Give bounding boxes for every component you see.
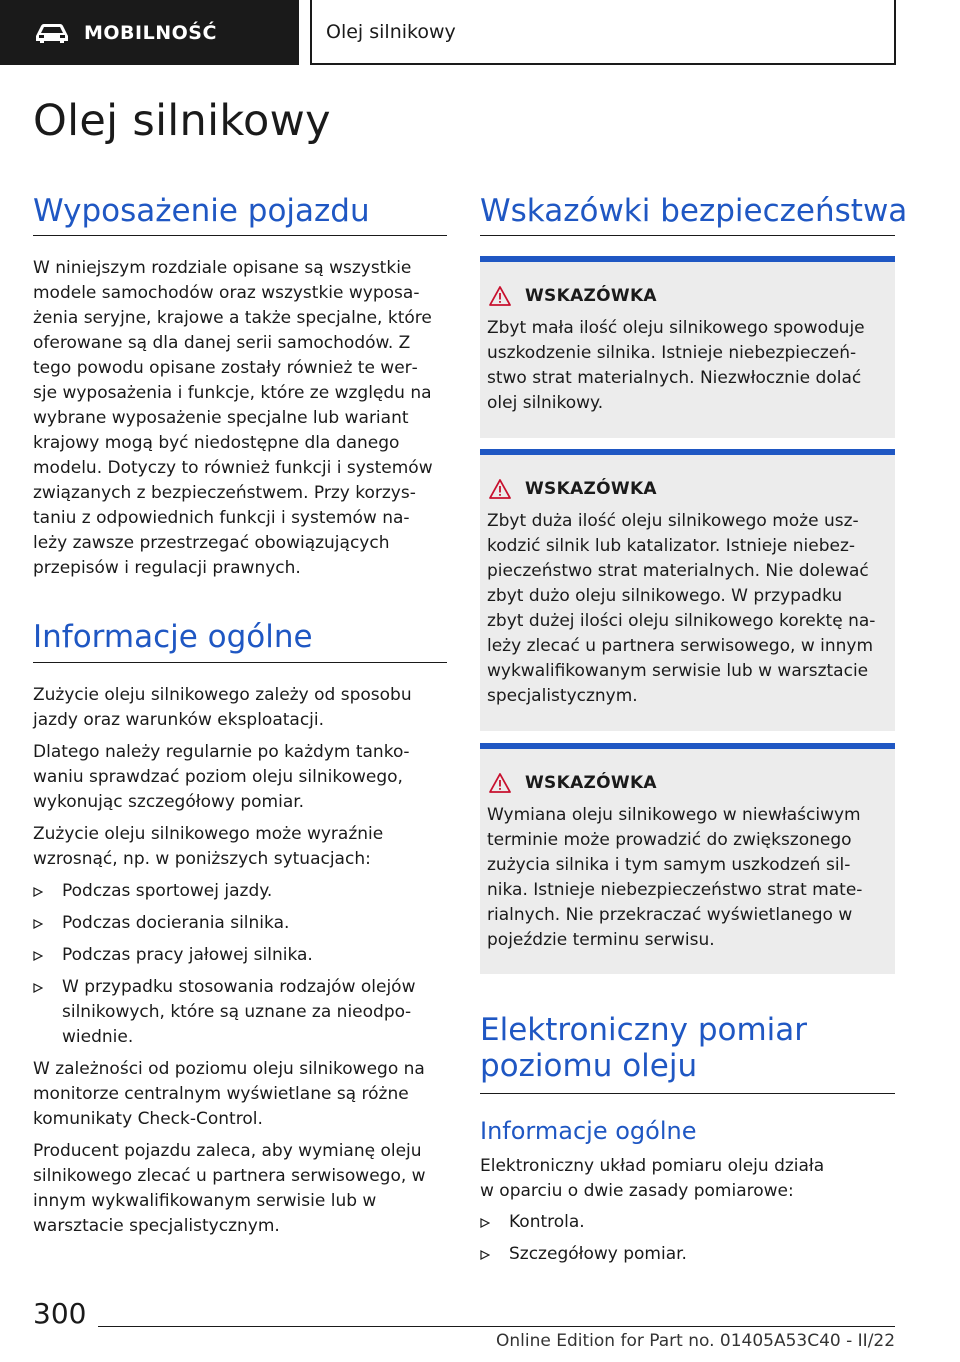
car-icon — [34, 22, 70, 44]
equipment-paragraph: W niniejszym rozdziale opisane są wszystkie modele samochodów oraz wszystkie wyposa‐ żenia seryjne, krajowe a także specjalne, które oferowane są dla danej serii samochodów. Z tego powodu opisane zostały również te wer‐ sje wyposażenia i funkcje, które ze względu na wybrane wyposażenie specjalne lub wariant krajowy mogą być niedostępne dla danego modelu. Dotyczy to również funkcji i systemów związanych z bezpieczeństwem. Przy korzys‐ taniu z odpowiednich funkcji i systemów na‐ leży zawsze przestrzegać obowiązujących przepisów i regulacji prawnych. — [33, 258, 433, 578]
warning-box — [480, 256, 895, 438]
warning-label: WSKAZÓWKA — [525, 479, 657, 499]
warning-triangle-icon — [489, 286, 511, 306]
heading-safety-rule — [480, 235, 895, 236]
header-section-tab — [0, 0, 299, 65]
paragraph-increase: Zużycie oleju silnikowego może wyraźnie wzrosnąć, np. w poniższych sytuacjach: — [33, 824, 384, 869]
warning-label: WSKAZÓWKA — [525, 286, 657, 306]
warning-triangle-icon — [489, 479, 511, 499]
warning-bar — [480, 449, 895, 455]
warning-bar — [480, 256, 895, 262]
paragraph-recommendation: Producent pojazdu zaleca, aby wymianę oleju silnikowego zlecać u partnera serwisowego, w innym wykwalifikowanym serwisie lub w warsztacie specjalistycznym. — [33, 1141, 426, 1236]
paragraph-check-control: W zależności od poziomu oleju silnikowego na monitorze centralnym wyświetlane są różne komunikaty Check-Control. — [33, 1059, 425, 1129]
heading-general-rule — [33, 662, 447, 663]
page-number: 300 — [33, 1297, 87, 1330]
page-title: Olej silnikowy — [33, 96, 331, 146]
heading-electronic-measurement: Elektroniczny pomiar poziomu oleju — [480, 1012, 808, 1084]
heading-safety: Wskazówki bezpieczeństwa — [480, 193, 908, 229]
heading-equipment-rule — [33, 235, 447, 236]
bullet-triangle-icon — [33, 919, 43, 929]
footer-edition: Online Edition for Part no. 01405A53C40 - II/22 — [496, 1331, 896, 1351]
warning-box — [480, 449, 895, 731]
warning-label: WSKAZÓWKA — [525, 773, 657, 793]
warning-box — [480, 743, 895, 974]
warning-text: Wymiana oleju silnikowego w niewłaściwym terminie może prowadzić do zwiększonego zużycia silnika i tym samym uszkodzeń sil‐ nika. Istnieje niebezpieczeństwo strat mate‐ rialnych. Nie przekraczać wyświetlanego w pojeździe terminu serwisu. — [487, 805, 863, 950]
warning-text: Zbyt mała ilość oleju silnikowego spowoduje uszkodzenie silnika. Istnieje niebezpieczeń‐ stwo strat materialnych. Niezwłocznie dolać olej silnikowy. — [487, 318, 865, 413]
bullet-triangle-icon — [480, 1250, 490, 1260]
header-chapter-label: Olej silnikowy — [326, 20, 456, 43]
heading-equipment: Wyposażenie pojazdu — [33, 193, 370, 229]
heading-general-info: Informacje ogólne — [33, 619, 313, 655]
bullet-triangle-icon — [480, 1218, 490, 1228]
header-chapter-tab — [310, 0, 896, 65]
subheading-general-info: Informacje ogólne — [480, 1117, 697, 1145]
warning-triangle-icon — [489, 773, 511, 793]
footer-rule — [98, 1326, 895, 1327]
heading-electronic-rule — [480, 1093, 895, 1094]
bullet-triangle-icon — [33, 887, 43, 897]
warning-text: Zbyt duża ilość oleju silnikowego może usz‐ kodzić silnik lub katalizator. Istnieje niebez‐ pieczeństwo strat materialnych. Nie dolewać zbyt dużo oleju silnikowego. W przypadku zbyt dużej ilości oleju silnikowego korektę na‐ leży zlecać u partnera serwisowego, w innym wykwalifikowanym serwisie lub w warsztacie specjalistycznym. — [487, 511, 876, 706]
list-item: W przypadku stosowania rodzajów olejów silnikowych, które są uznane za nieodpo‐ wiednie. — [33, 975, 453, 1050]
paragraph-consumption: Zużycie oleju silnikowego zależy od sposobu jazdy oraz warunków eksploatacji. — [33, 685, 412, 730]
header-section-label: MOBILNOŚĆ — [84, 21, 217, 44]
bullet-triangle-icon — [33, 951, 43, 961]
bullet-triangle-icon — [33, 983, 43, 993]
warning-bar — [480, 743, 895, 749]
paragraph-measurement-principles: Elektroniczny układ pomiaru oleju działa w oparciu o dwie zasady pomiarowe: — [480, 1156, 825, 1201]
paragraph-check-level: Dlatego należy regularnie po każdym tanko‐ waniu sprawdzać poziom oleju silnikowego, wykonując szczegółowy pomiar. — [33, 742, 410, 812]
